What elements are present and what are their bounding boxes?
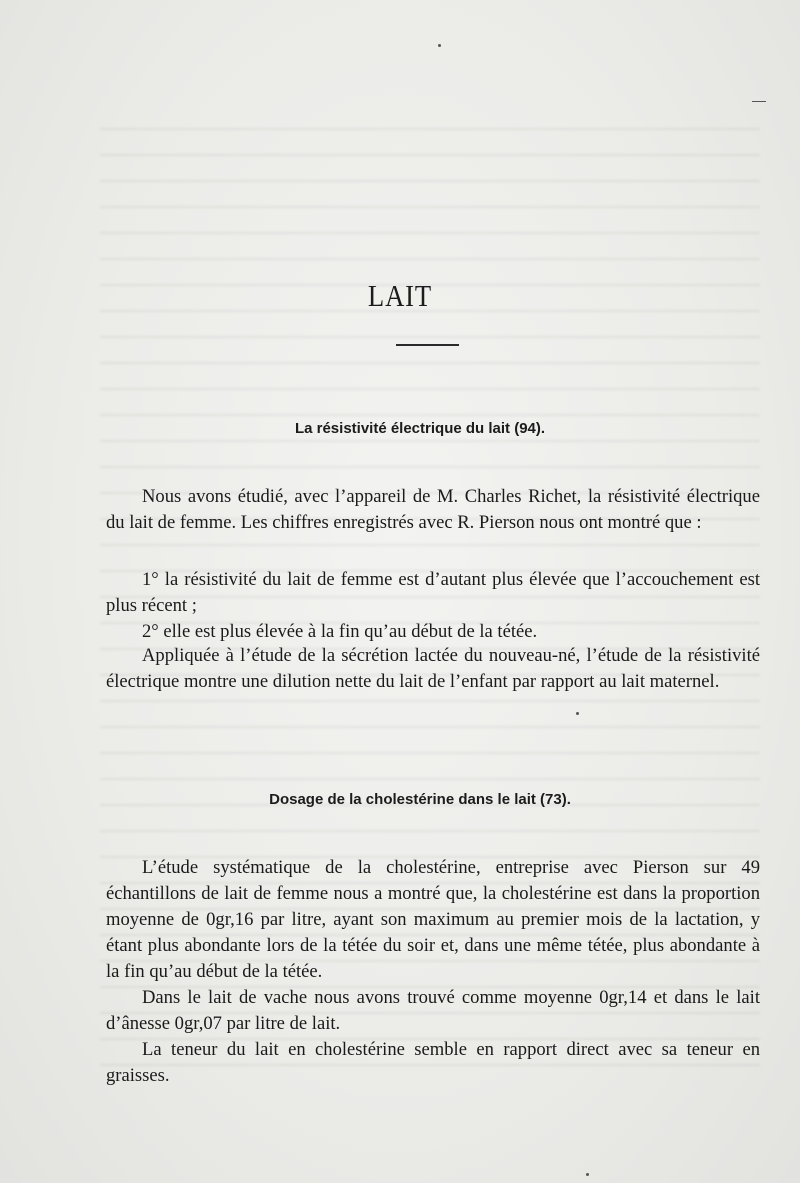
page-dot <box>586 1173 589 1176</box>
paragraph-resistivite-point-1: 1° la résistivité du lait de femme est d’autant plus élevée que l’accouchement est plus récent ; <box>106 569 760 616</box>
section-heading-cholesterine: Dosage de la cholestérine dans le lait (73). <box>269 791 571 808</box>
page-mark <box>752 101 766 102</box>
paragraph-cholesterine-teneur: La teneur du lait en cholestérine semble en rapport direct avec sa teneur en graisses. <box>106 1039 760 1086</box>
paragraph-resistivite-intro: Nous avons étudié, avec l’appareil de M. Charles Richet, la résistivité électrique du lait de femme. Les chiffres enregistrés avec R. Pierson nous ont montré que : <box>106 486 760 533</box>
paragraph-cholesterine-study: L’étude systématique de la cholestérine, entreprise avec Pierson sur 49 échantillons de lait de femme nous a montré que, la cholestérine est dans la proportion moyenne de 0gr,16 par litre, ayant son maximum au premier mois de la lactation, y étant plus abondante lors de la tétée du soir et, dans une même tétée, plus abondante à la fin qu’au début de la tétée. <box>106 857 760 982</box>
section-heading-resistivite: La résistivité électrique du lait (94). <box>294 420 546 437</box>
page-title: LAIT <box>367 278 433 313</box>
title-rule <box>396 344 459 346</box>
paragraph-cholesterine-vache: Dans le lait de vache nous avons trouvé comme moyenne 0gr,14 et dans le lait d’ânesse 0gr,07 par litre de lait. <box>106 987 760 1034</box>
page-dot <box>438 44 441 47</box>
page-dot <box>576 712 579 715</box>
paragraph-resistivite-application: Appliquée à l’étude de la sécrétion lactée du nouveau-né, l’étude de la résistivité électrique montre une dilution nette du lait de l’enfant par rapport au lait maternel. <box>106 645 760 692</box>
paragraph-resistivite-point-2: 2° elle est plus élevée à la fin qu’au début de la tétée. <box>142 621 538 642</box>
